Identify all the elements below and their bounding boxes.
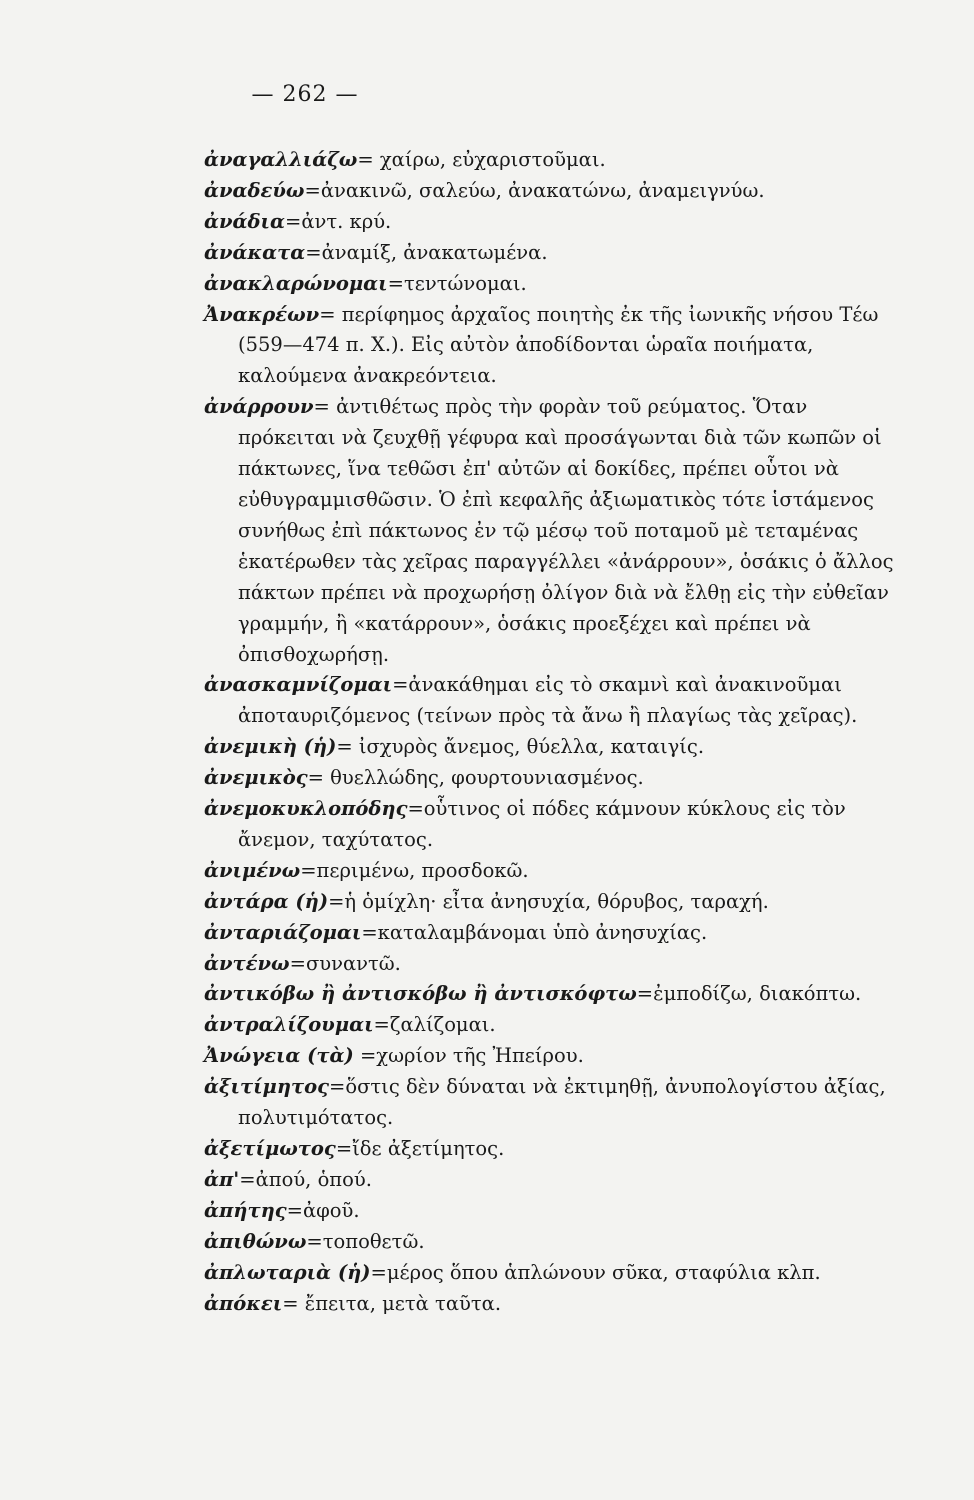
glossary-entry	[204, 207, 894, 238]
glossary-entry	[204, 1134, 894, 1165]
entry-term: ἀπ'	[204, 1167, 240, 1191]
glossary-entry	[204, 392, 894, 670]
entry-definition: =συναντῶ.	[289, 951, 401, 975]
entry-definition: =ἀντ. κρύ.	[285, 209, 392, 233]
entry-term: ἀντικόβω ἢ ἀντισκόβω ἢ ἀντισκόφτω	[204, 982, 637, 1006]
glossary-entry	[204, 238, 894, 269]
entry-term: ἀπλωταριὰ (ἡ)	[204, 1260, 371, 1284]
entry-term: ἀξιτίμητος	[204, 1075, 329, 1099]
entry-term: ἀνεμοκυκλοπόδης	[204, 797, 408, 821]
entry-definition: =ἀπού, ὁπού.	[239, 1167, 372, 1191]
entry-definition: =ἀφοῦ.	[286, 1198, 360, 1222]
entry-definition: =χωρίον τῆς Ἠπείρου.	[353, 1044, 584, 1068]
entry-definition: =ἀναμίξ, ἀνακατωμένα.	[305, 240, 548, 264]
entry-term: Ἀνακρέων	[204, 302, 320, 326]
entry-definition: =καταλαμβάνομαι ὑπὸ ἀνησυχίας.	[361, 920, 708, 944]
entry-definition: =ἀνακάθημαι εἰς τὸ σκαμνὶ καὶ ἀνακινοῦμαι ἀποταυριζόμενος (τείνων πρὸς τὰ ἄνω ἢ πλαγίως τὰς χεῖρας).	[238, 673, 858, 728]
entry-term: ἀνιμένω	[204, 858, 301, 882]
entry-definition: = χαίρω, εὐχαριστοῦμαι.	[357, 148, 606, 171]
entry-term: ἀξετίμωτος	[204, 1137, 336, 1160]
entry-definition: =ἴδε ἀξετίμητος.	[335, 1137, 505, 1160]
glossary-entry	[204, 1196, 894, 1227]
entry-term: ἀναγαλλιάζω	[204, 148, 358, 171]
glossary-entry	[204, 1227, 894, 1258]
glossary-entry	[204, 979, 894, 1010]
glossary-entry	[204, 887, 894, 918]
entry-definition: =ὅστις δὲν δύναται νὰ ἐκτιμηθῇ, ἀνυπολογίστου ἀξίας, πολυτιμότατος.	[238, 1075, 886, 1130]
glossary-entry	[204, 670, 894, 732]
glossary-entry	[204, 1258, 894, 1289]
entry-term: ἀνταριάζομαι	[204, 920, 362, 944]
entry-definition: = περίφημος ἀρχαῖος ποιητὴς ἐκ τῆς ἰωνικῆς νήσου Τέω (559—474 π. Χ.). Εἰς αὐτὸν ἀποδίδονται ὡραῖα ποιήματα, καλούμενα ἀνακρεόντεια.	[238, 302, 879, 388]
glossary-entry	[204, 918, 894, 949]
glossary-entry	[204, 794, 894, 856]
entry-definition: =οὗτινος οἱ πόδες κάμνουν κύκλους εἰς τὸν ἄνεμον, ταχύτατος.	[238, 797, 846, 851]
glossary-entry	[204, 1010, 894, 1041]
entry-term: Ἀνώγεια (τὰ)	[204, 1044, 354, 1068]
entry-term: ἀντάρα (ἡ)	[204, 889, 329, 913]
glossary-entry	[204, 949, 894, 980]
entry-definition: =ἐμποδίζω, διακόπτω.	[636, 982, 862, 1006]
entry-term: ἀπιθώνω	[204, 1229, 307, 1253]
entry-definition: =ζαλίζομαι.	[373, 1013, 496, 1037]
glossary-entry	[204, 1165, 894, 1196]
entry-term: ἀνάδια	[204, 209, 285, 233]
entry-term: ἀνασκαμνίζομαι	[204, 673, 393, 697]
entry-definition: =τεντώνομαι.	[387, 271, 527, 295]
entry-definition: = ἰσχυρὸς ἄνεμος, θύελλα, καταιγίς.	[336, 735, 705, 759]
entry-definition: =τοποθετῶ.	[306, 1229, 425, 1253]
entry-definition: =μέρος ὅπου ἁπλώνουν σῦκα, σταφύλια κλπ.	[370, 1260, 821, 1284]
glossary-list	[204, 145, 894, 1319]
glossary-entry	[204, 176, 894, 207]
entry-term: ἀνακλαρώνομαι	[204, 271, 388, 295]
entry-definition: =ἡ ὁμίχλη· εἶτα ἀνησυχία, θόρυβος, ταραχή.	[328, 889, 769, 913]
glossary-entry	[204, 300, 894, 393]
glossary-entry	[204, 145, 894, 176]
entry-definition: = θυελλώδης, φουρτουνιασμένος.	[307, 766, 644, 790]
glossary-entry	[204, 1289, 894, 1320]
entry-term: ἀναδεύω	[204, 178, 305, 202]
entry-term: ἀντένω	[204, 951, 290, 975]
entry-term: ἀνεμικὸς	[204, 766, 308, 790]
entry-term: ἀπόκει	[204, 1291, 283, 1315]
page-number: — 262 —	[251, 82, 359, 107]
glossary-entry	[204, 763, 894, 794]
entry-definition: =ἀνακινῶ, σαλεύω, ἀνακατώνω, ἀναμειγνύω.	[304, 178, 765, 202]
entry-term: ἀπήτης	[204, 1198, 287, 1222]
entry-definition: = ἀντιθέτως πρὸς τὴν φορὰν τοῦ ρεύματος. Ὅταν πρόκειται νὰ ζευχθῇ γέφυρα καὶ προσάγωνται διὰ τῶν κωπῶν οἱ πάκτωνες, ἵνα τεθῶσι ἐπ' αὐτῶν αἱ δοκίδες, πρέπει οὗτοι νὰ εὐθυγραμμισθῶσιν. Ὁ ἐπὶ κεφαλῆς ἀξιωματικὸς τότε ἱστάμενος συνήθως ἐπὶ πάκτωνος ἐν τῷ μέσῳ τοῦ ποταμοῦ μὲ τεταμένας ἑκατέρωθεν τὰς χεῖρας παραγγέλλει «ἀνάρρουν», ὁσάκις ὁ ἄλλος πάκτων πρέπει νὰ προχωρήσῃ ὀλίγον διὰ νὰ ἔλθῃ εἰς τὴν εὐθεῖαν γραμμήν, ἢ «κατάρρουν», ὁσάκις προεξέχει καὶ πρέπει νὰ ὀπισθοχωρήσῃ.	[238, 395, 894, 666]
glossary-entry	[204, 269, 894, 300]
entry-definition: =περιμένω, προσδοκῶ.	[300, 858, 529, 882]
glossary-entry	[204, 1072, 894, 1134]
entry-term: ἀνεμικὴ (ἡ)	[204, 735, 337, 759]
entry-definition: = ἔπειτα, μετὰ ταῦτα.	[282, 1291, 502, 1315]
entry-term: ἀνάρρουν	[204, 395, 314, 419]
glossary-entry	[204, 1041, 894, 1072]
glossary-entry	[204, 732, 894, 763]
entry-term: ἀνάκατα	[204, 240, 306, 264]
entry-term: ἀντραλίζουμαι	[204, 1013, 374, 1037]
glossary-entry	[204, 856, 894, 887]
